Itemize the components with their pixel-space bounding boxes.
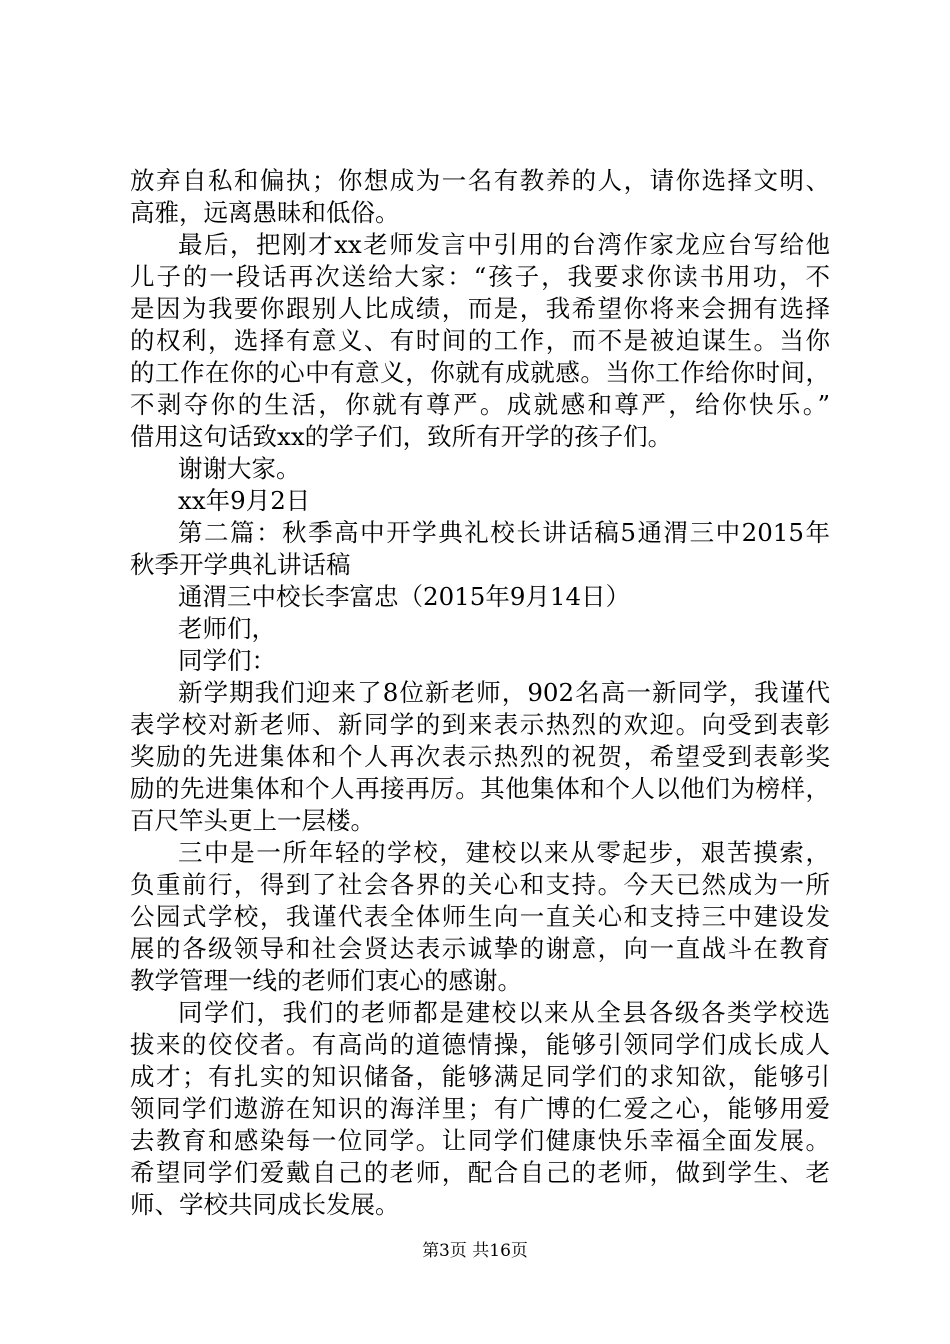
- text-line: 领同学们遨游在知识的海洋里；有广博的仁爱之心，能够用爱: [130, 1094, 830, 1123]
- text-line: 同学们，我们的老师都是建校以来从全县各级各类学校选: [178, 998, 830, 1027]
- document-body: [130, 165, 830, 1221]
- text-line: 教学管理一线的老师们衷心的感谢。: [130, 966, 522, 995]
- text-line: 希望同学们爱戴自己的老师，配合自己的老师，做到学生、老: [130, 1158, 830, 1187]
- text-line: 儿子的一段话再次送给大家：“孩子，我要求你读书用功，不: [130, 262, 830, 291]
- text-line: 展的各级领导和社会贤达表示诚挚的谢意，向一直战斗在教育: [130, 934, 830, 963]
- text-line: 的权利，选择有意义、有时间的工作，而不是被迫谋生。当你: [130, 326, 830, 355]
- text-line: 高雅，远离愚昧和低俗。: [130, 198, 400, 227]
- text-line: 秋季开学典礼讲话稿: [130, 550, 351, 579]
- text-line: 通渭三中校长李富忠（2015年9月14日）: [178, 582, 631, 611]
- text-line: 师、学校共同成长发展。: [130, 1190, 400, 1219]
- text-line: 最后，把刚才xx老师发言中引用的台湾作家龙应台写给他: [178, 230, 830, 259]
- text-line: 老师们，: [178, 614, 276, 643]
- text-line: 奖励的先进集体和个人再次表示热烈的祝贺，希望受到表彰奖: [130, 742, 830, 771]
- text-line: 成才；有扎实的知识储备，能够满足同学们的求知欲，能够引: [130, 1062, 830, 1091]
- text-line: 放弃自私和偏执；你想成为一名有教养的人，请你选择文明、: [130, 166, 830, 195]
- text-line: 公园式学校，我谨代表全体师生向一直关心和支持三中建设发: [130, 902, 830, 931]
- text-line: 同学们：: [178, 646, 276, 675]
- text-line: 第二篇：秋季高中开学典礼校长讲话稿5通渭三中2015年: [178, 518, 830, 547]
- text-line: 励的先进集体和个人再接再厉。其他集体和个人以他们为榜样，: [130, 774, 830, 803]
- text-line: 借用这句话致xx的学子们，致所有开学的孩子们。: [130, 422, 673, 451]
- text-line: 去教育和感染每一位同学。让同学们健康快乐幸福全面发展。: [130, 1126, 830, 1155]
- text-line: 的工作在你的心中有意义，你就有成就感。当你工作给你时间，: [130, 358, 830, 387]
- text-line: 新学期我们迎来了8位新老师，902名高一新同学，我谨代: [178, 678, 830, 707]
- text-line: 拔来的佼佼者。有高尚的道德情操，能够引领同学们成长成人: [130, 1030, 830, 1059]
- page-footer: 第3页 共16页: [422, 1241, 528, 1261]
- text-line: 三中是一所年轻的学校，建校以来从零起步，艰苦摸索，: [178, 838, 830, 867]
- text-line: 负重前行，得到了社会各界的关心和支持。今天已然成为一所: [130, 870, 830, 899]
- text-line: 不剥夺你的生活，你就有尊严。成就感和尊严，给你快乐。”: [130, 390, 830, 419]
- text-line: xx年9月2日: [178, 486, 311, 515]
- text-line: 百尺竿头更上一层楼。: [130, 806, 375, 835]
- text-line: 是因为我要你跟别人比成绩，而是，我希望你将来会拥有选择: [130, 294, 830, 323]
- text-line: 表学校对新老师、新同学的到来表示热烈的欢迎。向受到表彰: [130, 710, 830, 739]
- text-line: 谢谢大家。: [178, 454, 301, 483]
